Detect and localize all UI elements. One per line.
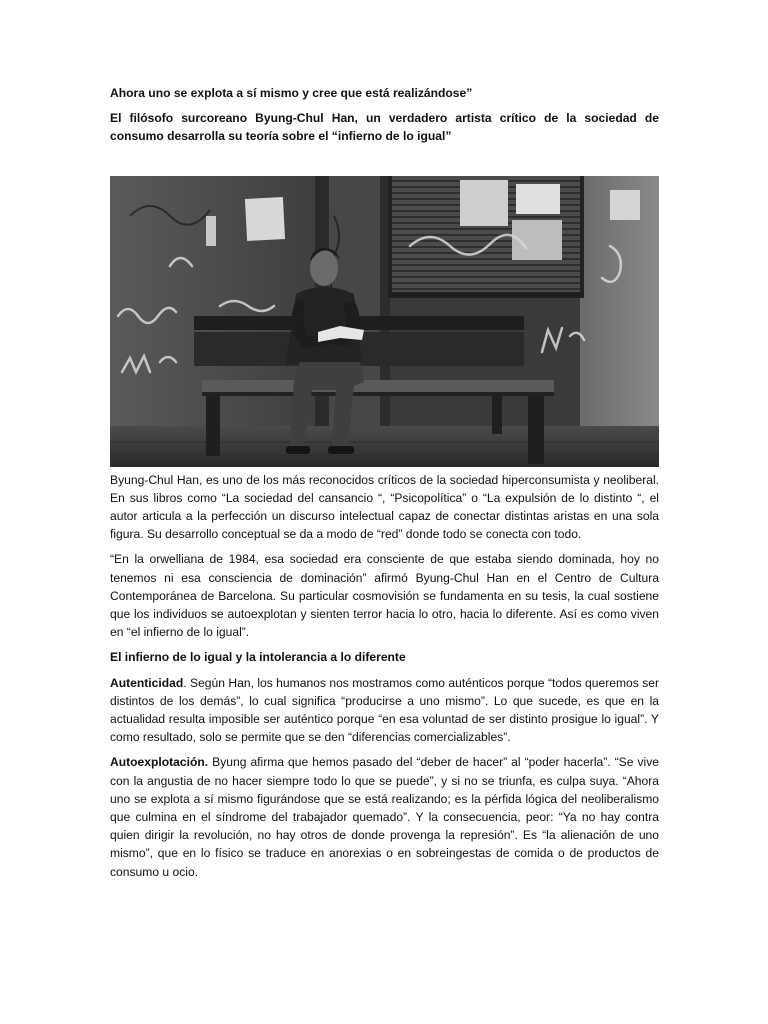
section-heading: El infierno de lo igual y la intolerancia a lo diferente [110, 650, 406, 665]
paragraph-autoexplotacion [110, 753, 659, 880]
paragraph-autenticidad [110, 674, 659, 747]
article-kicker: Ahora uno se explota a sí mismo y cree que está realizándose” [110, 86, 473, 100]
text-autoexplotacion: Byung afirma que hemos pasado del “deber de hacer” al “poder hacerla”. “Se vive con la angustia de no hacer siempre todo lo que se puede”, y si no se triunfa, es culpa suya. “Ahora uno se explota a sí mismo figurándose que se está realizando; es la pérfida lógica del neoliberalismo que culmina en el síndrome del trabajador quemado”. Y la consecuencia, peor: “Ya no hay contra quien dirigir la revolución, no hay otros de donde provenga la represión”. Es “la alienación de uno mismo”, que en lo físico se traduce en anorexias o en sobreingestas de comida o de productos de consumo u ocio. [110, 755, 659, 879]
text-autenticidad: . Según Han, los humanos nos mostramos como auténticos porque “todos queremos ser distintos de los demás”, lo cual significa “producirse a uno mismo”. Lo que sucede, es que en la actualidad resulta imposible ser auténtico porque “en esa voluntad de ser distinto prosigue lo igual”. Y como resultado, solo se permite que se den “diferencias comercializables”. [110, 675, 659, 745]
term-autenticidad: Autenticidad [110, 675, 184, 690]
article-page [110, 84, 659, 881]
article-subtitle: El filósofo surcoreano Byung-Chul Han, un verdadero artista crítico de la sociedad de consumo desarrolla su teoría sobre el “infierno de lo igual” [110, 111, 659, 144]
quote-paragraph: “En la orwelliana de 1984, esa sociedad era consciente de que estaba siendo dominada, hoy no tenemos ni esa consciencia de dominación” afirmó Byung-Chul Han en el Centro de Cultura Contemporánea de Barcelona. Su particular cosmovisión se fundamenta en su tesis, la cual sostiene que los individuos se autoexplotan y sienten terror hacia lo otro, hacia lo diferente. Así es como viven en “el infierno de lo igual”. [110, 552, 659, 640]
photo-caption: Byung-Chul Han, es uno de los más reconocidos críticos de la sociedad hiperconsumista y neoliberal. En sus libros como “La sociedad del cansancio “, “Psicopolítica” o “La expulsión de lo distinto “, el autor articula a la perfección un discurso intelectual capaz de conectar distintas aristas en una sola figura. Su desarrollo conceptual se da a modo de “red” donde todo se conecta con todo. [110, 472, 659, 542]
article-photo [110, 176, 659, 467]
term-autoexplotacion: Autoexplotación. [110, 755, 209, 770]
